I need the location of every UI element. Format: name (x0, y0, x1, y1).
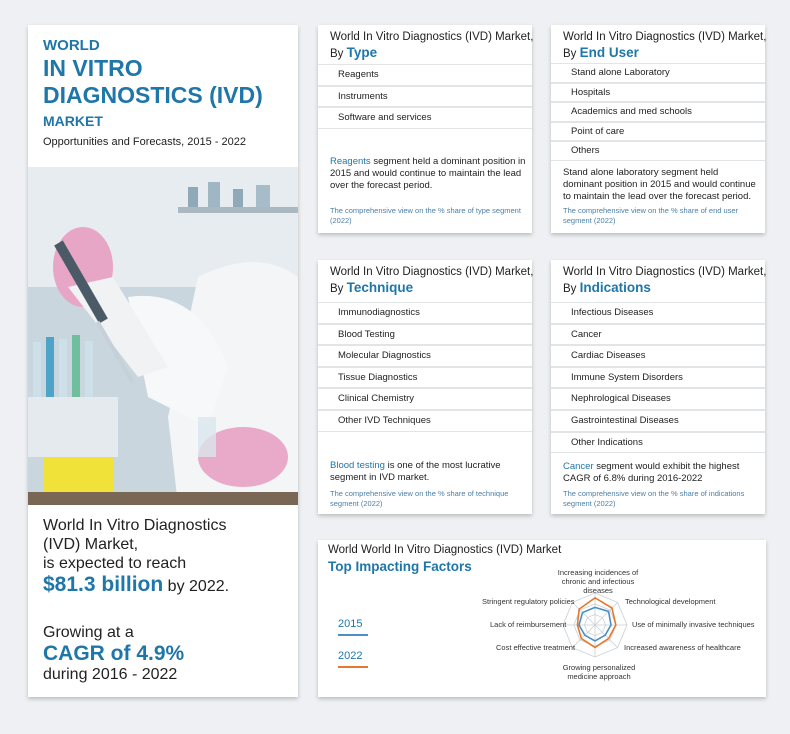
stat2-line3: during 2016 - 2022 (43, 666, 178, 683)
list-item: Other Indications (551, 432, 765, 454)
lab-photo (28, 167, 298, 505)
list-item: Stand alone Laboratory (551, 63, 765, 83)
list-item: Blood Testing (318, 324, 532, 346)
indications-card-description (563, 461, 759, 485)
factor-label-awareness: Increased awareness of healthcare (624, 643, 741, 652)
enduser-list (551, 63, 765, 161)
technique-card (318, 260, 532, 514)
indications-desc-highlight: Cancer (563, 461, 594, 472)
technique-desc-text: is one of the most lucrative segment in IVD market. (330, 460, 501, 483)
factors-subtitle: Top Impacting Factors (328, 559, 472, 574)
radar-axis (572, 625, 595, 648)
factor-label-regulatory: Stringent regulatory policies (482, 597, 575, 606)
factor-label-cost: Cost effective treatment (496, 643, 576, 652)
technique-desc-highlight: Blood testing (330, 460, 385, 471)
cagr-stat (43, 622, 293, 685)
type-desc-highlight: Reagents (330, 156, 371, 167)
technique-card-note: The comprehensive view on the % share of technique segment (2022) (330, 489, 509, 508)
subtitle: Opportunities and Forecasts, 2015 - 2022 (43, 136, 247, 148)
enduser-card-title (563, 30, 773, 62)
technique-card-subtitle: Technique (346, 280, 414, 295)
factor-label-minimal: Use of minimally invasive techniques (632, 620, 755, 629)
list-item: Cardiac Diseases (551, 345, 765, 367)
list-item: Infectious Diseases (551, 302, 765, 324)
list-item: Software and services (318, 107, 532, 129)
list-item: Others (551, 141, 765, 161)
list-item: Molecular Diagnostics (318, 345, 532, 367)
enduser-card (551, 25, 765, 233)
heading-market: MARKET (43, 113, 103, 129)
type-list (318, 64, 532, 129)
list-item: Academics and med schools (551, 102, 765, 122)
indications-desc-text: segment would exhibit the highest CAGR of 6.8% during 2016-2022 (563, 461, 740, 484)
indications-card-title-text: World In Vitro Diagnostics (IVD) Market, By (563, 266, 767, 295)
indications-list (551, 302, 765, 453)
enduser-card-note: The comprehensive view on the % share of end user segment (2022) (563, 206, 739, 225)
cagr-value: CAGR of 4.9% (43, 642, 185, 665)
stat2-line1: Growing at a (43, 624, 134, 641)
stat1-line2: (IVD) Market, (43, 536, 139, 553)
factor-label-top: Increasing incidences of chronic and infectious diseases (557, 568, 639, 595)
list-item: Gastrointestinal Diseases (551, 410, 765, 432)
enduser-card-title-text: World In Vitro Diagnostics (IVD) Market, By (563, 31, 767, 60)
technique-card-description (330, 460, 526, 484)
type-card-title-text: World In Vitro Diagnostics (IVD) Market, By (330, 31, 534, 60)
legend-2022: 2022 (338, 650, 363, 662)
type-card (318, 25, 532, 233)
market-size-stat (43, 516, 293, 596)
stat1-suffix: by 2022. (167, 578, 230, 595)
stat1-line1: World In Vitro Diagnostics (43, 517, 227, 534)
summary-panel (28, 25, 298, 697)
factors-title: World World In Vitro Diagnostics (IVD) Market (328, 544, 562, 556)
list-item: Immune System Disorders (551, 367, 765, 389)
indications-card (551, 260, 765, 514)
radar-chart (318, 540, 766, 697)
list-item: Reagents (318, 64, 532, 86)
list-item: Point of care (551, 122, 765, 142)
type-desc-text: segment held a dominant position in 2015 and would continue to maintain the lead over the forecast period. (330, 156, 526, 191)
heading-ivd: IN VITRO DIAGNOSTICS (IVD) (43, 55, 263, 108)
list-item: Hospitals (551, 83, 765, 103)
heading-world: WORLD (43, 37, 100, 54)
factor-label-reimb: Lack of reimbursement (490, 620, 567, 629)
technique-card-title-text: World In Vitro Diagnostics (IVD) Market, By (330, 266, 534, 295)
type-card-subtitle: Type (346, 45, 378, 60)
legend-2015: 2015 (338, 618, 363, 630)
type-card-note: The comprehensive view on the % share of type segment (2022) (330, 206, 521, 225)
list-item: Clinical Chemistry (318, 388, 532, 410)
technique-list (318, 302, 532, 432)
list-item: Nephrological Diseases (551, 388, 765, 410)
list-item: Cancer (551, 324, 765, 346)
factor-label-personalized: Growing personalized medicine approach (562, 663, 636, 681)
list-item: Instruments (318, 86, 532, 108)
list-item: Tissue Diagnostics (318, 367, 532, 389)
market-size-value: $81.3 billion (43, 573, 164, 596)
impacting-factors-card (318, 540, 766, 697)
type-card-title (330, 30, 540, 62)
list-item: Other IVD Techniques (318, 410, 532, 432)
type-card-description (330, 156, 526, 192)
stat1-line3: is expected to reach (43, 555, 187, 572)
technique-card-title (330, 265, 540, 297)
indications-card-subtitle: Indications (579, 280, 651, 295)
enduser-card-subtitle: End User (579, 45, 639, 60)
factor-label-tech: Technological development (625, 597, 716, 606)
lab-illustration (28, 167, 298, 505)
enduser-card-description: Stand alone laboratory segment held dominant position in 2015 and would continue to maintain the lead over the forecast period. (563, 167, 756, 202)
indications-card-note: The comprehensive view on the % share of indications segment (2022) (563, 489, 745, 508)
list-item: Immunodiagnostics (318, 302, 532, 324)
indications-card-title (563, 265, 773, 297)
